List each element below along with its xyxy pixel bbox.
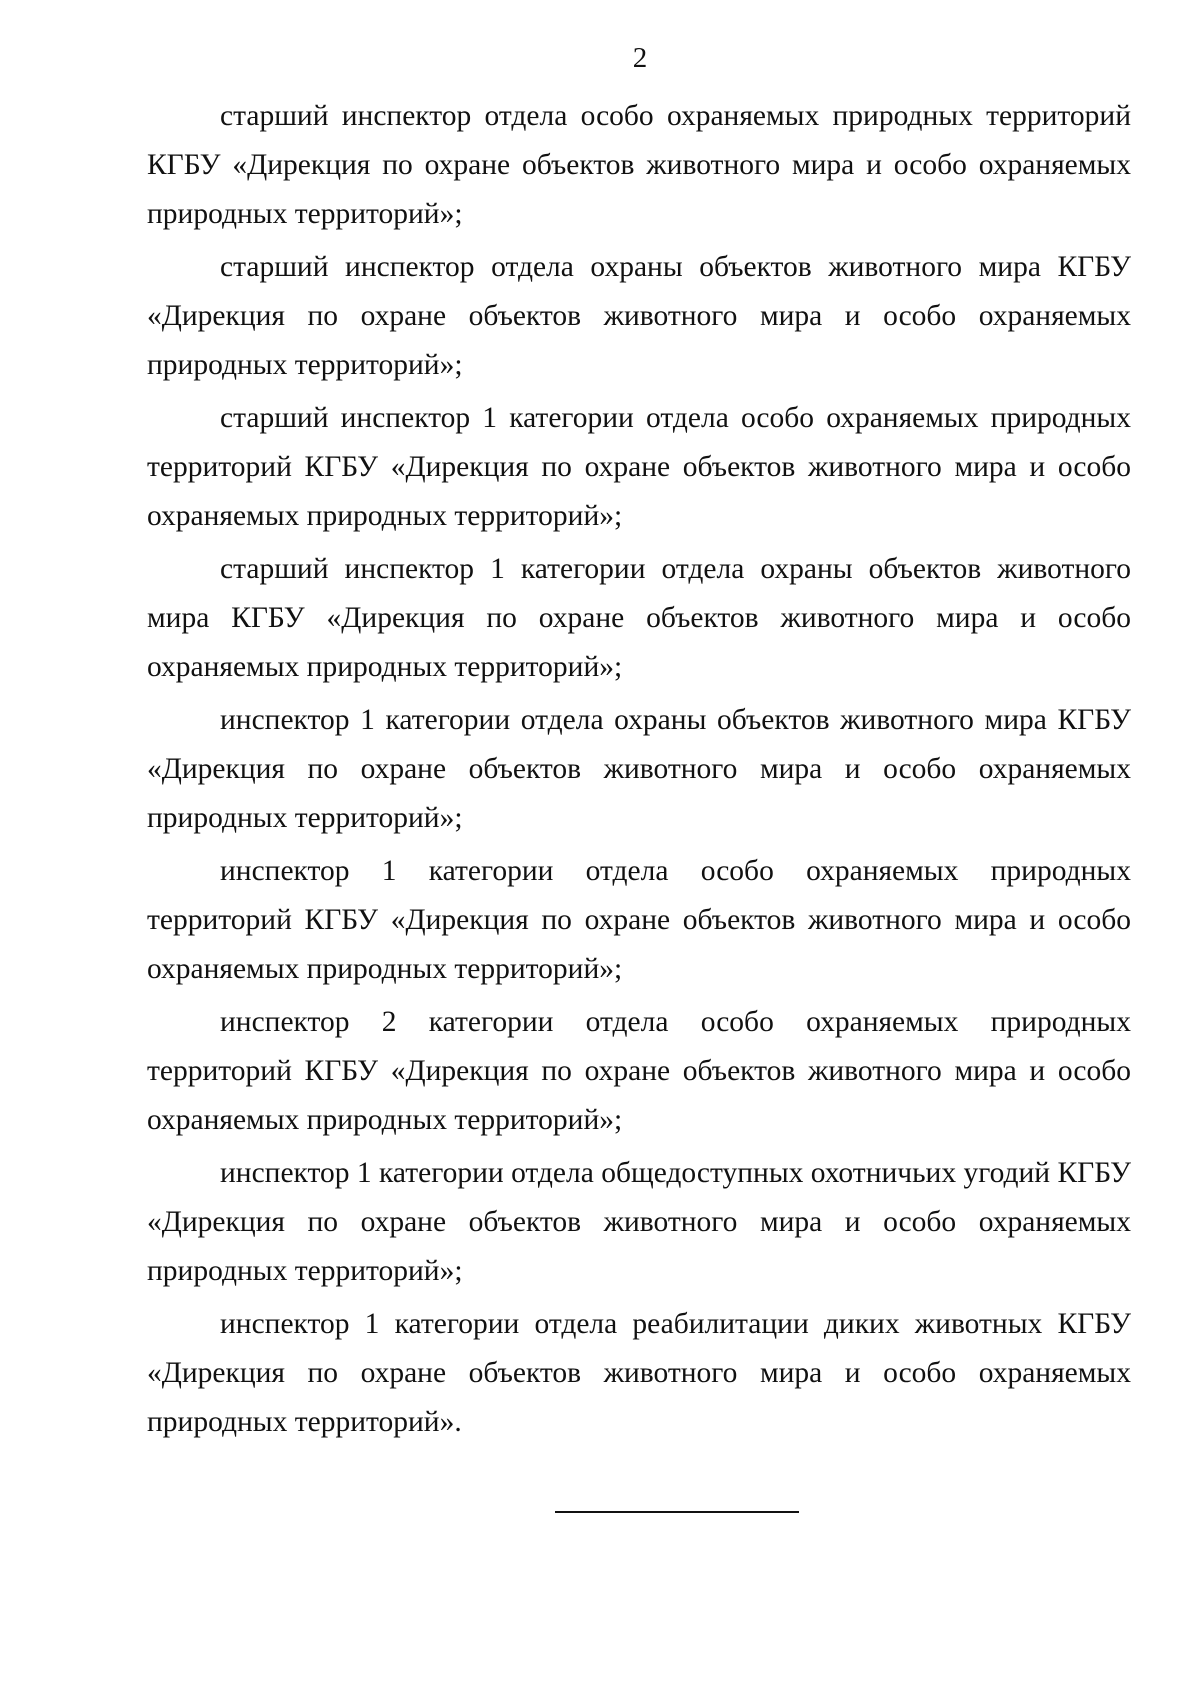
paragraph-7: инспектор 2 категории отдела особо охраняемых природных территорий КГБУ «Дирекция по охране объектов животного мира и особо охраняемых природных территорий»; [147,1006,1131,1136]
paragraph-2: старший инспектор отдела охраны объектов животного мира КГБУ «Дирекция по охране объектов животного мира и особо охраняемых природных территорий»; [147,251,1131,381]
paragraph-8: инспектор 1 категории отдела общедоступных охотничьих угодий КГБУ «Дирекция по охране объектов животного мира и особо охраняемых природных территорий»; [147,1157,1131,1287]
paragraph-4: старший инспектор 1 категории отдела охраны объектов животного мира КГБУ «Дирекция по охране объектов животного мира и особо охраняемых природных территорий»; [147,553,1131,683]
page-number: 2 [632,42,648,74]
paragraph-5: инспектор 1 категории отдела охраны объектов животного мира КГБУ «Дирекция по охране объектов животного мира и особо охраняемых природных территорий»; [147,704,1131,834]
document-body [147,92,1131,1451]
paragraph-6: инспектор 1 категории отдела особо охраняемых природных территорий КГБУ «Дирекция по охране объектов животного мира и особо охраняемых природных территорий»; [147,855,1131,985]
paragraph-1: старший инспектор отдела особо охраняемых природных территорий КГБУ «Дирекция по охране объектов животного мира и особо охраняемых природных территорий»; [147,100,1131,230]
end-of-document-rule [555,1511,799,1513]
paragraph-3: старший инспектор 1 категории отдела особо охраняемых природных территорий КГБУ «Дирекция по охране объектов животного мира и особо охраняемых природных территорий»; [147,402,1131,532]
paragraph-9: инспектор 1 категории отдела реабилитации диких животных КГБУ «Дирекция по охране объектов животного мира и особо охраняемых природных территорий». [147,1308,1131,1438]
